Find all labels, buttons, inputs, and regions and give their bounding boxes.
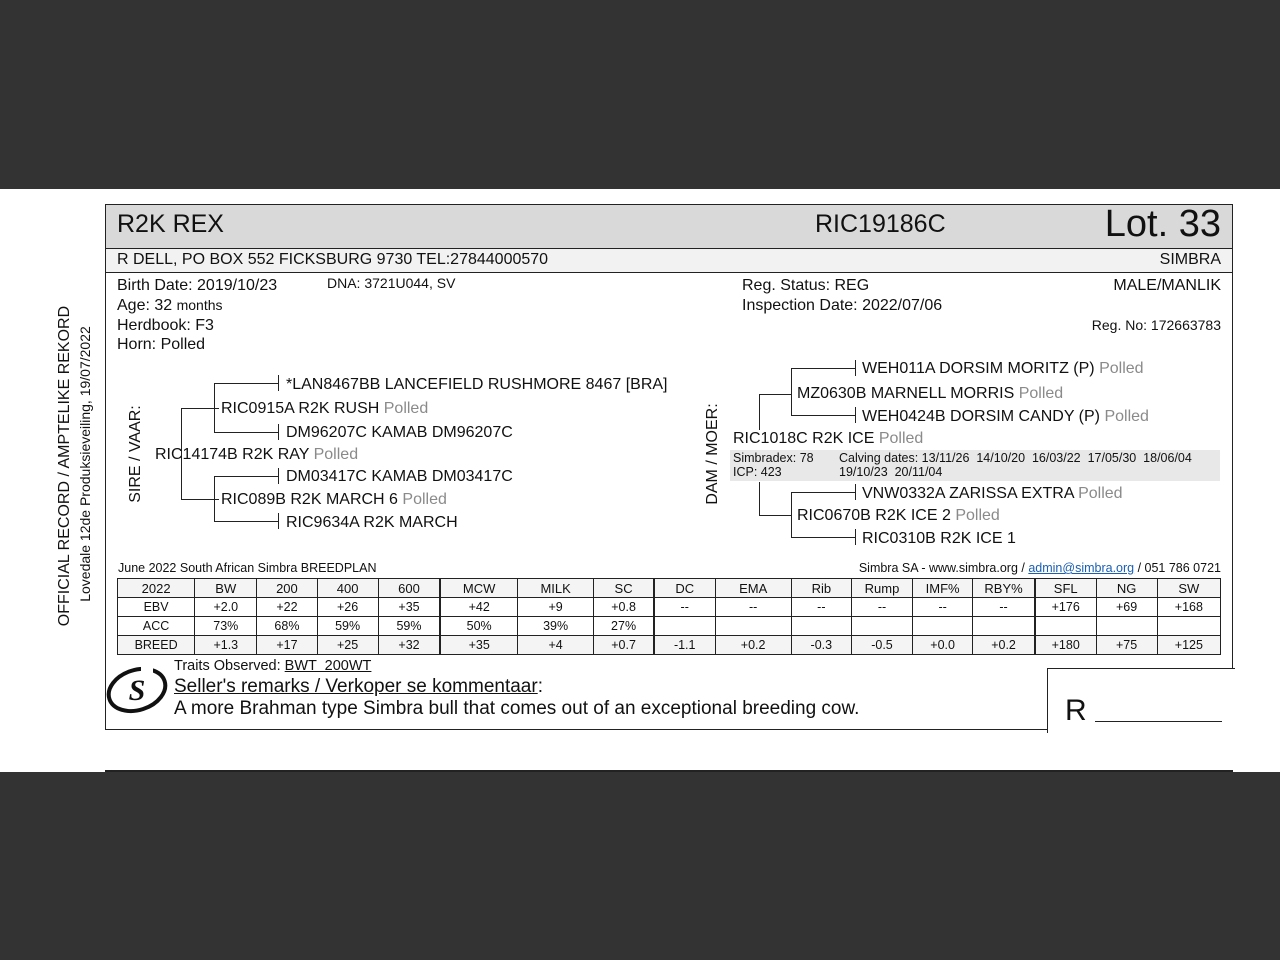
birth-date: Birth Date: 2019/10/23 <box>117 277 278 294</box>
dam: RIC1018C R2K ICE Polled <box>733 430 924 447</box>
table-header-cell: 200 <box>257 579 317 598</box>
pedigree-line <box>791 537 855 538</box>
table-cell: +4 <box>518 636 594 655</box>
sire-sire-sire: *LAN8467BB LANCEFIELD RUSHMORE 8467 [BRA] <box>286 376 668 393</box>
ebv-table <box>117 578 1221 655</box>
registration-code: RIC19186C <box>815 210 946 238</box>
sire-sire: RIC0915A R2K RUSH Polled <box>221 400 429 417</box>
dam-dam-dam: RIC0310B R2K ICE 1 <box>862 530 1016 547</box>
table-header-cell: Rib <box>791 579 851 598</box>
traits-observed: Traits Observed: BWT 200WT <box>174 658 372 674</box>
table-cell <box>913 617 973 636</box>
pedigree-line <box>855 360 856 376</box>
pedigree-line <box>214 476 215 522</box>
pedigree-line <box>278 424 279 440</box>
pedigree-line <box>759 394 791 395</box>
table-cell: -1.1 <box>654 636 715 655</box>
remarks-title: Seller's remarks / Verkoper se kommentaar: <box>174 676 543 697</box>
table-cell: +17 <box>257 636 317 655</box>
simbra-logo-icon <box>105 664 169 716</box>
table-cell: -- <box>913 598 973 617</box>
icp: ICP: 423 <box>733 465 782 479</box>
price-label: R <box>1065 694 1087 727</box>
table-cell: +125 <box>1157 636 1220 655</box>
table-row-acc <box>118 617 1221 636</box>
owner-address: R DELL, PO BOX 552 FICKSBURG 9730 TEL:27844000570 <box>117 251 549 268</box>
remarks-text: A more Brahman type Simbra bull that comes out of an exceptional breeding cow. <box>174 698 860 719</box>
table-cell: 27% <box>594 617 654 636</box>
age-unit: months <box>176 297 223 313</box>
table-cell: +35 <box>378 598 440 617</box>
sale-name-label: Lovedale 12de Produksieveiling, 19/07/2022 <box>77 326 93 602</box>
table-header-cell: 400 <box>317 579 378 598</box>
table-header-cell: MCW <box>440 579 517 598</box>
pedigree-line <box>278 375 279 391</box>
table-cell: -- <box>973 598 1035 617</box>
table-header-cell: DC <box>654 579 715 598</box>
table-cell: -- <box>654 598 715 617</box>
dna-info: DNA: 3721U044, SV <box>327 275 456 291</box>
pedigree-line <box>759 515 791 516</box>
pedigree-line <box>278 468 279 484</box>
table-cell <box>1096 617 1157 636</box>
calving-dates: Calving dates: 13/11/26 14/10/20 16/03/22 17/05/30 18/06/04 <box>839 451 1192 465</box>
table-cell: -- <box>851 598 912 617</box>
dam-sire-sire: WEH011A DORSIM MORITZ (P) Polled <box>862 360 1144 377</box>
table-cell: -0.3 <box>791 636 851 655</box>
reg-status: Reg. Status: REG <box>742 277 870 294</box>
table-header-cell: IMF% <box>913 579 973 598</box>
table-cell: 39% <box>518 617 594 636</box>
pedigree-line <box>791 368 792 416</box>
paper-bottom-rule <box>105 770 1233 772</box>
dam-dam-sire: VNW0332A ZARISSA EXTRA Polled <box>862 485 1123 502</box>
pedigree-line <box>791 492 792 538</box>
table-cell: BREED <box>118 636 195 655</box>
table-cell: +42 <box>440 598 517 617</box>
table-cell: +0.0 <box>913 636 973 655</box>
table-header-cell: Rump <box>851 579 912 598</box>
animal-name: R2K REX <box>117 210 224 238</box>
table-cell: +9 <box>518 598 594 617</box>
table-cell: 50% <box>440 617 517 636</box>
table-cell <box>851 617 912 636</box>
table-cell: +69 <box>1096 598 1157 617</box>
table-header-cell: SC <box>594 579 654 598</box>
calving-dates-cont: 19/10/23 20/11/04 <box>839 465 943 479</box>
pedigree-line <box>214 432 278 433</box>
lot-number: Lot. 33 <box>1104 203 1221 245</box>
table-header-cell: SW <box>1157 579 1220 598</box>
table-cell: +0.7 <box>594 636 654 655</box>
header-band <box>106 205 1232 248</box>
table-cell: +1.3 <box>195 636 257 655</box>
sire: RIC14174B R2K RAY Polled <box>155 446 359 463</box>
dam-dam: RIC0670B R2K ICE 2 Polled <box>797 507 1000 524</box>
table-row-breed <box>118 636 1221 655</box>
table-cell: +176 <box>1035 598 1096 617</box>
table-cell: EBV <box>118 598 195 617</box>
price-input-line[interactable] <box>1095 721 1222 722</box>
table-row-ebv <box>118 598 1221 617</box>
pedigree-line <box>759 482 760 516</box>
official-record-label: OFFICIAL RECORD / AMPTELIKE REKORD <box>56 305 73 627</box>
table-cell <box>791 617 851 636</box>
table-cell: +168 <box>1157 598 1220 617</box>
owner-divider <box>106 272 1232 273</box>
dam-label: DAM / MOER: <box>704 403 721 505</box>
table-cell: 73% <box>195 617 257 636</box>
table-cell: +75 <box>1096 636 1157 655</box>
table-header-cell: SFL <box>1035 579 1096 598</box>
breed-label: SIMBRA <box>1159 251 1221 268</box>
pedigree-line <box>855 407 856 423</box>
table-cell: -0.5 <box>851 636 912 655</box>
table-header-cell: 2022 <box>118 579 195 598</box>
table-cell: -- <box>791 598 851 617</box>
table-header-cell: RBY% <box>973 579 1035 598</box>
horn-status: Horn: Polled <box>117 336 206 353</box>
reg-number: Reg. No: 172663783 <box>1091 317 1221 333</box>
age-value: Age: 32 <box>117 297 173 314</box>
pedigree-line <box>855 484 856 500</box>
table-cell: +0.8 <box>594 598 654 617</box>
pedigree-line <box>278 513 279 529</box>
table-cell: +35 <box>440 636 517 655</box>
table-header-row <box>118 579 1221 598</box>
table-header-cell: 600 <box>378 579 440 598</box>
sire-dam-dam: RIC9634A R2K MARCH <box>286 514 458 531</box>
sire-dam-sire: DM03417C KAMAB DM03417C <box>286 468 513 485</box>
dam-sire: MZ0630B MARNELL MORRIS Polled <box>797 385 1064 402</box>
table-header-cell: BW <box>195 579 257 598</box>
age <box>117 297 223 315</box>
inspection-date: Inspection Date: 2022/07/06 <box>742 297 943 314</box>
pedigree-line <box>855 529 856 545</box>
herdbook: Herdbook: F3 <box>117 317 214 334</box>
pedigree-line <box>791 415 855 416</box>
table-cell <box>654 617 715 636</box>
table-cell: +25 <box>317 636 378 655</box>
card-bottom-line <box>105 729 1048 730</box>
table-cell: +0.2 <box>973 636 1035 655</box>
pedigree-line <box>214 383 278 384</box>
table-header-cell: MILK <box>518 579 594 598</box>
dam-sire-dam: WEH0424B DORSIM CANDY (P) Polled <box>862 408 1149 425</box>
table-cell: +2.0 <box>195 598 257 617</box>
table-cell <box>715 617 791 636</box>
breedplan-label: June 2022 South African Simbra BREEDPLAN <box>118 561 377 575</box>
pedigree-line <box>791 492 855 493</box>
sire-label: SIRE / VAAR: <box>127 405 144 503</box>
table-cell <box>1157 617 1220 636</box>
table-cell: -- <box>715 598 791 617</box>
pedigree-line <box>214 383 215 433</box>
sire-dam: RIC089B R2K MARCH 6 Polled <box>221 491 447 508</box>
sire-sire-dam: DM96207C KAMAB DM96207C <box>286 424 513 441</box>
sex-label: MALE/MANLIK <box>1113 277 1221 294</box>
table-cell: +180 <box>1035 636 1096 655</box>
table-cell: +32 <box>378 636 440 655</box>
email-link[interactable]: admin@simbra.org <box>1028 561 1135 575</box>
pedigree-line <box>759 394 760 430</box>
pedigree-line <box>214 521 278 522</box>
table-cell: +26 <box>317 598 378 617</box>
table-cell <box>1035 617 1096 636</box>
table-cell: 59% <box>378 617 440 636</box>
table-cell <box>973 617 1035 636</box>
svg-text:S: S <box>128 674 146 707</box>
table-cell: +0.2 <box>715 636 791 655</box>
table-header-cell: EMA <box>715 579 791 598</box>
table-cell: +22 <box>257 598 317 617</box>
pedigree-line <box>214 476 278 477</box>
contact-info: Simbra SA - www.simbra.org / admin@simbra.org / 051 786 0721 <box>858 561 1221 575</box>
pedigree-line <box>791 368 855 369</box>
table-header-cell: NG <box>1096 579 1157 598</box>
table-cell: 59% <box>317 617 378 636</box>
table-cell: 68% <box>257 617 317 636</box>
table-cell: ACC <box>118 617 195 636</box>
simbradex: Simbradex: 78 <box>733 451 814 465</box>
